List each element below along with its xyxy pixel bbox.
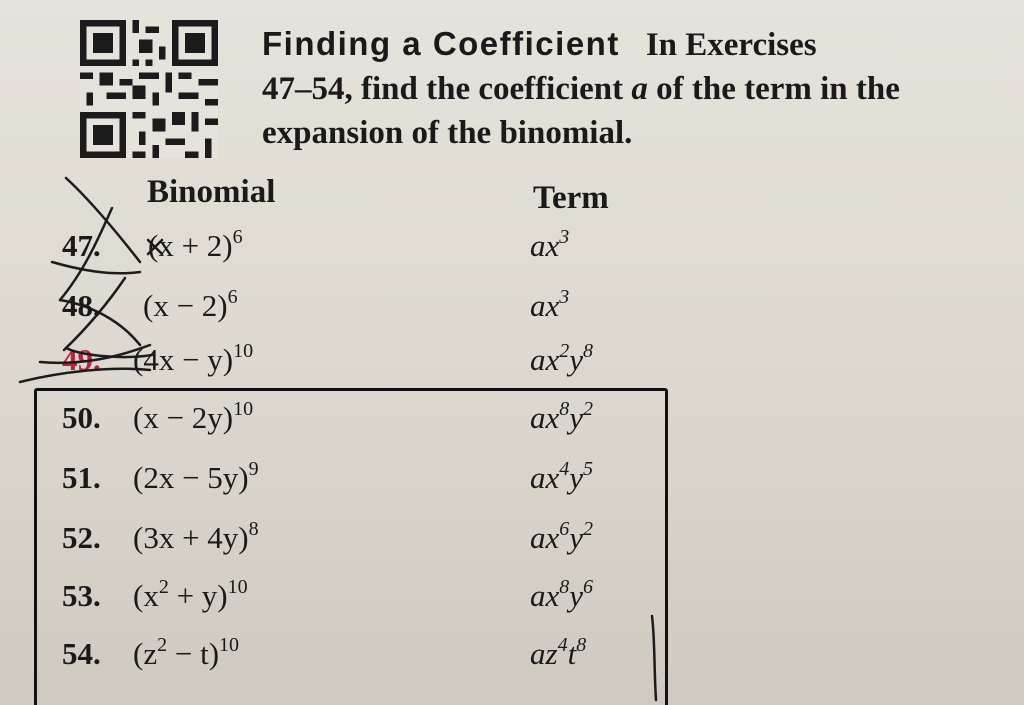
exercise-row-48 — [0, 288, 1024, 338]
coefficient-variable: a — [631, 71, 648, 107]
exercise-number: 48. — [62, 288, 101, 323]
exercise-number: 49. — [62, 342, 101, 377]
exercise-number: 54. — [62, 636, 101, 671]
term-expression: $ax^8y^6$ — [530, 576, 594, 613]
binomial-expression: $(4x - y)^{10}$ — [133, 340, 254, 377]
term-expression: $ax^2y^8$ — [530, 340, 594, 377]
exercise-instructions — [262, 22, 992, 155]
section-lead: In Exercises — [645, 27, 817, 63]
binomial-column-header: Binomial — [147, 174, 276, 210]
instruction-line-2: 47–54, find the coefficient — [262, 71, 632, 107]
binomial-expression: $(z^2 - t)^{10}$ — [133, 634, 240, 671]
binomial-expression: $(x - 2y)^{10}$ — [133, 398, 254, 435]
exercise-number: 47. — [62, 228, 101, 263]
exercise-row-49 — [0, 342, 1024, 392]
term-expression: $az^4t^8$ — [530, 634, 587, 671]
term-expression: $ax^3$ — [530, 226, 570, 263]
instruction-line-2b: of the term in the — [647, 71, 900, 107]
term-expression: $ax^6y^2$ — [530, 518, 594, 555]
binomial-expression: $(2x - 5y)^9$ — [133, 458, 259, 495]
term-expression: $ax^3$ — [530, 286, 570, 323]
exercise-number: 52. — [62, 520, 101, 555]
exercise-number: 51. — [62, 460, 101, 495]
binomial-expression: $(x + 2)^6$ — [148, 226, 243, 263]
exercise-row-47 — [0, 228, 1024, 278]
qr-code-icon[interactable] — [80, 20, 218, 158]
binomial-expression: $(3x + 4y)^8$ — [133, 518, 259, 555]
binomial-expression: $(x^2 + y)^{10}$ — [133, 576, 248, 613]
term-column-header: Term — [533, 180, 609, 216]
term-expression: $ax^4y^5$ — [530, 458, 594, 495]
handdrawn-box — [34, 388, 668, 705]
binomial-expression: $(x - 2)^6$ — [143, 286, 238, 323]
exercise-number: 50. — [62, 400, 101, 435]
section-title: Finding a Coefficient — [262, 25, 620, 62]
instruction-line-3: expansion of the binomial. — [262, 115, 633, 151]
term-expression: $ax^8y^2$ — [530, 398, 594, 435]
exercise-number: 53. — [62, 578, 101, 613]
